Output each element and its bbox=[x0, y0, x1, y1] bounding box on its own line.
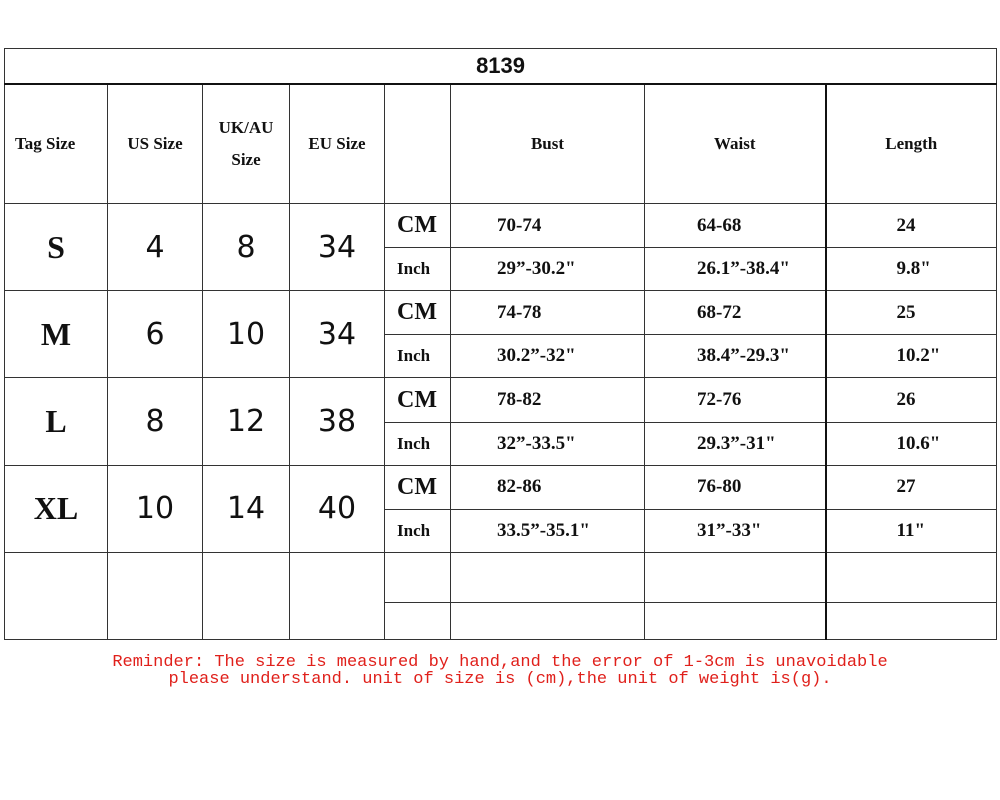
empty-cell bbox=[108, 552, 203, 639]
bust-inch-value: 32”-33.5" bbox=[451, 422, 645, 465]
unit-inch-label: Inch bbox=[385, 248, 451, 291]
header-length: Length bbox=[826, 84, 997, 204]
tag-size-cell: L bbox=[5, 378, 108, 465]
unit-cm-label: CM bbox=[385, 204, 451, 248]
length-cm-value: 24 bbox=[826, 204, 997, 248]
waist-inch-value: 26.1”-38.4" bbox=[645, 248, 826, 291]
empty-cell bbox=[385, 552, 451, 602]
reminder-line-1: Reminder: The size is measured by hand,and the error of 1-3cm is unavoidable bbox=[112, 653, 888, 672]
uk-au-size-cell: 12 bbox=[203, 378, 290, 465]
tag-size-cell: XL bbox=[5, 465, 108, 552]
waist-cm-value: 72-76 bbox=[645, 378, 826, 422]
empty-cell bbox=[451, 552, 645, 602]
empty-cell bbox=[645, 602, 826, 639]
size-row-cm bbox=[5, 204, 997, 248]
us-size-cell: 10 bbox=[108, 465, 203, 552]
unit-inch-label: Inch bbox=[385, 422, 451, 465]
header-uk-au-line2: Size bbox=[231, 150, 261, 170]
uk-au-size-cell: 10 bbox=[203, 291, 290, 378]
header-eu-size: EU Size bbox=[290, 84, 385, 204]
eu-size-cell: 34 bbox=[290, 291, 385, 378]
size-chart bbox=[4, 48, 996, 640]
bust-cm-value: 82-86 bbox=[451, 465, 645, 509]
length-cm-value: 27 bbox=[826, 465, 997, 509]
waist-cm-value: 64-68 bbox=[645, 204, 826, 248]
unit-cm-label: CM bbox=[385, 291, 451, 335]
size-row-cm bbox=[5, 291, 997, 335]
length-inch-value: 9.8" bbox=[826, 248, 997, 291]
title-row bbox=[5, 49, 997, 85]
us-size-cell: 4 bbox=[108, 204, 203, 291]
header-row bbox=[5, 84, 997, 204]
unit-cm-label: CM bbox=[385, 378, 451, 422]
tag-size-cell: S bbox=[5, 204, 108, 291]
bust-cm-value: 74-78 bbox=[451, 291, 645, 335]
empty-row bbox=[5, 552, 997, 602]
empty-cell bbox=[203, 552, 290, 639]
uk-au-size-cell: 14 bbox=[203, 465, 290, 552]
waist-inch-value: 38.4”-29.3" bbox=[645, 335, 826, 378]
length-cm-value: 25 bbox=[826, 291, 997, 335]
bust-cm-value: 70-74 bbox=[451, 204, 645, 248]
waist-inch-value: 29.3”-31" bbox=[645, 422, 826, 465]
empty-cell bbox=[385, 602, 451, 639]
bust-inch-value: 33.5”-35.1" bbox=[451, 509, 645, 552]
waist-inch-value: 31”-33" bbox=[645, 509, 826, 552]
eu-size-cell: 34 bbox=[290, 204, 385, 291]
bust-inch-value: 29”-30.2" bbox=[451, 248, 645, 291]
header-uk-au-line1: UK/AU bbox=[218, 118, 274, 138]
length-inch-value: 11" bbox=[826, 509, 997, 552]
size-table bbox=[4, 48, 997, 640]
empty-cell bbox=[451, 602, 645, 639]
table-title: 8139 bbox=[5, 49, 997, 85]
empty-cell bbox=[645, 552, 826, 602]
eu-size-cell: 40 bbox=[290, 465, 385, 552]
us-size-cell: 8 bbox=[108, 378, 203, 465]
length-inch-value: 10.6" bbox=[826, 422, 997, 465]
empty-cell bbox=[826, 602, 997, 639]
bust-cm-value: 78-82 bbox=[451, 378, 645, 422]
us-size-cell: 6 bbox=[108, 291, 203, 378]
waist-cm-value: 76-80 bbox=[645, 465, 826, 509]
unit-inch-label: Inch bbox=[385, 335, 451, 378]
unit-cm-label: CM bbox=[385, 465, 451, 509]
bust-inch-value: 30.2”-32" bbox=[451, 335, 645, 378]
reminder-note bbox=[0, 654, 1000, 688]
reminder-line-2: please understand. unit of size is (cm),the unit of weight is(g). bbox=[168, 670, 832, 689]
header-bust: Bust bbox=[451, 84, 645, 204]
header-tag-size: Tag Size bbox=[5, 84, 108, 204]
header-unit bbox=[385, 84, 451, 204]
header-waist: Waist bbox=[645, 84, 826, 204]
size-row-cm bbox=[5, 465, 997, 509]
uk-au-size-cell: 8 bbox=[203, 204, 290, 291]
empty-cell bbox=[290, 552, 385, 639]
empty-cell bbox=[826, 552, 997, 602]
unit-inch-label: Inch bbox=[385, 509, 451, 552]
empty-cell bbox=[5, 552, 108, 639]
size-row-cm bbox=[5, 378, 997, 422]
length-inch-value: 10.2" bbox=[826, 335, 997, 378]
tag-size-cell: M bbox=[5, 291, 108, 378]
header-uk-au-size bbox=[203, 84, 290, 204]
eu-size-cell: 38 bbox=[290, 378, 385, 465]
length-cm-value: 26 bbox=[826, 378, 997, 422]
waist-cm-value: 68-72 bbox=[645, 291, 826, 335]
header-us-size: US Size bbox=[108, 84, 203, 204]
